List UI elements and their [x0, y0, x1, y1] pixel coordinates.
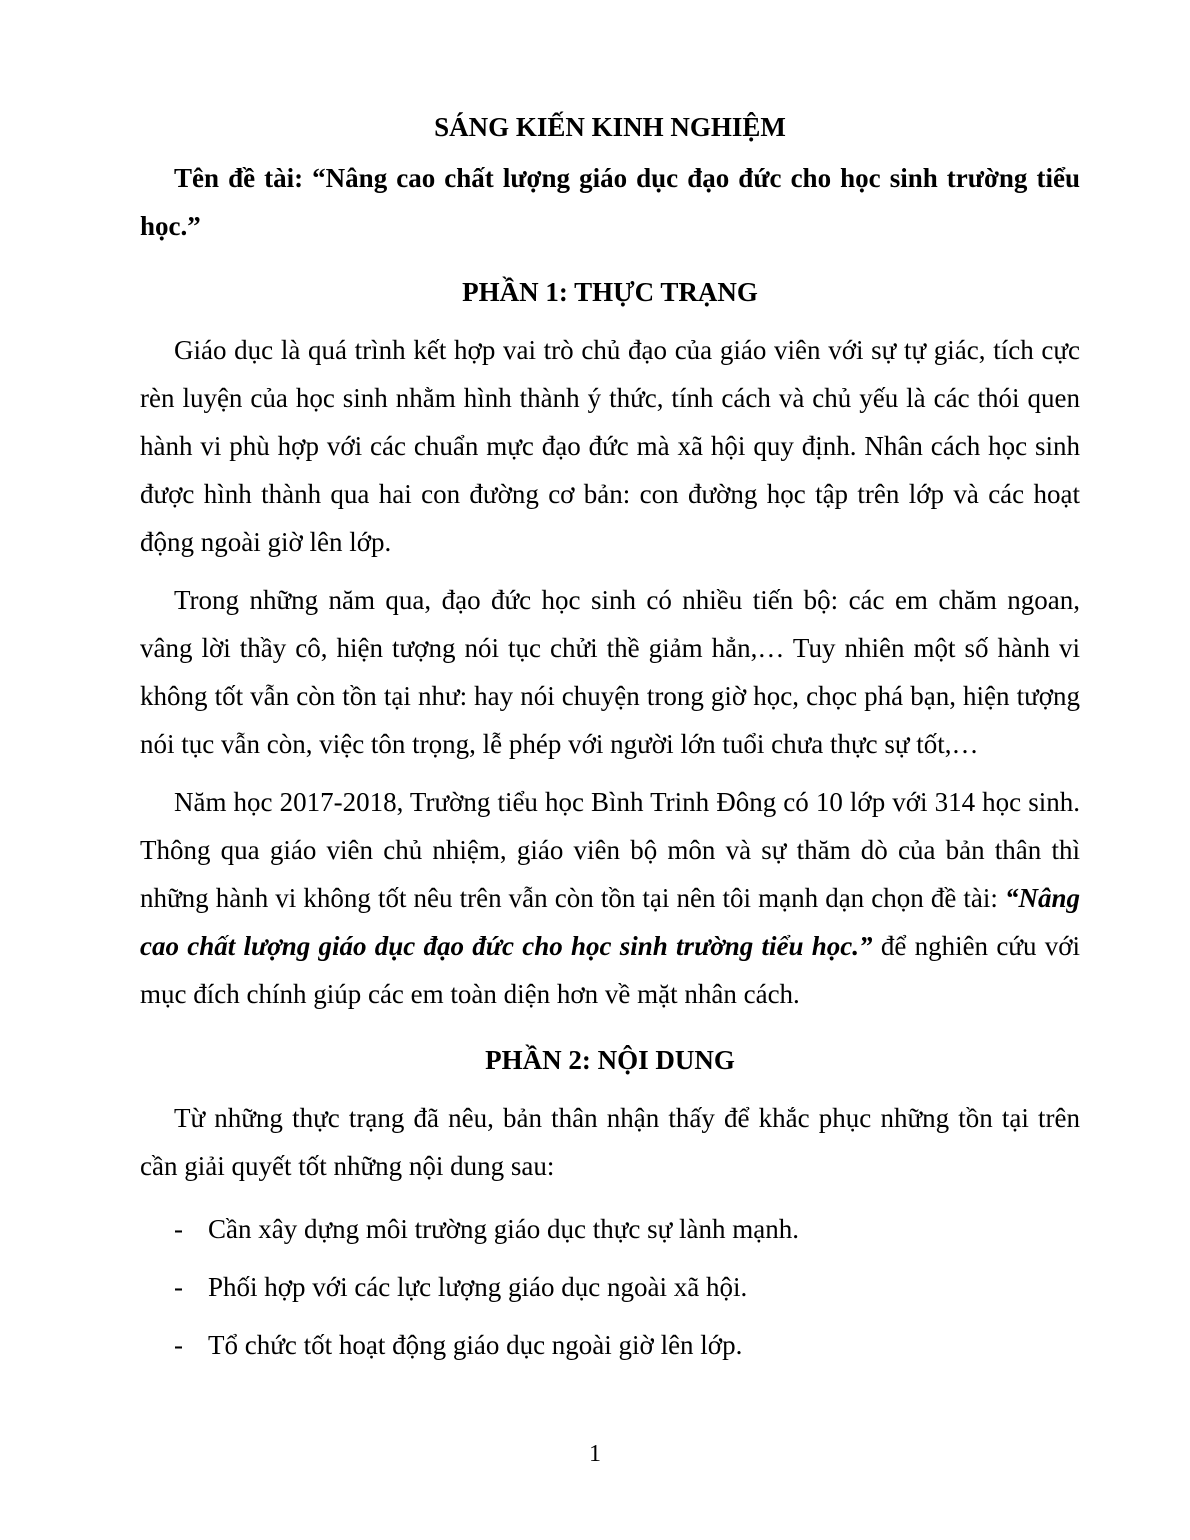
paragraph-3-text-start: Năm học 2017-2018, Trường tiểu học Bình Trinh Đông có 10 lớp với 314 học sinh. Thông qua giáo viên chủ nhiệm, giáo viên bộ môn và sự thăm dò của bản thân thì những hành vi không tốt nêu trên vẫn còn tồn tại nên tôi mạnh dạn chọn đề tài: [140, 787, 1080, 913]
document-title: SÁNG KIẾN KINH NGHIỆM [434, 112, 786, 142]
section-2-intro: Từ những thực trạng đã nêu, bản thân nhận thấy để khắc phục những tồn tại trên cần giải quyết tốt những nội dung sau: [140, 1103, 1080, 1181]
topic-emphasis: “Nâng cao chất lượng giáo dục đạo đức cho học sinh trường tiểu học.” [140, 883, 1080, 961]
section-1-paragraph-2: Trong những năm qua, đạo đức học sinh có nhiều tiến bộ: các em chăm ngoan, vâng lời thầy cô, hiện tượng nói tục chửi thề giảm hẳn,… Tuy nhiên một số hành vi không tốt vẫn còn tồn tại như: hay nói chuyện trong giờ học, chọc phá bạn, hiện tượng nói tục vẫn còn, việc tôn trọng, lễ phép với người lớn tuổi chưa thực sự tốt,… [140, 585, 1080, 759]
section-1-heading: PHẦN 1: THỰC TRẠNG [462, 277, 758, 307]
topic-title: Tên đề tài: “Nâng cao chất lượng giáo dục đạo đức cho học sinh trường tiểu học.” [140, 163, 1080, 241]
dash-bullet: - [174, 1214, 183, 1244]
section-1-paragraph-3 [140, 778, 1080, 1018]
document-page [140, 100, 1080, 1374]
dash-bullet: - [174, 1330, 183, 1360]
list-item-text: Tổ chức tốt hoạt động giáo dục ngoài giờ lên lớp. [208, 1330, 743, 1360]
paragraph-3-text-end: để nghiên cứu với mục đích chính giúp các em toàn diện hơn về mặt nhân cách. [140, 931, 1080, 1009]
page-number: 1 [589, 1441, 601, 1467]
section-1-paragraph-1: Giáo dục là quá trình kết hợp vai trò chủ đạo của giáo viên với sự tự giác, tích cực rèn luyện của học sinh nhằm hình thành ý thức, tính cách và chủ yếu là các thói quen hành vi phù hợp với các chuẩn mực đạo đức mà xã hội quy định. Nhân cách học sinh được hình thành qua hai con đường cơ bản: con đường học tập trên lớp và các hoạt động ngoài giờ lên lớp. [140, 335, 1080, 557]
content-list [140, 1200, 1080, 1374]
list-item-text: Cần xây dựng môi trường giáo dục thực sự lành mạnh. [208, 1214, 799, 1244]
dash-bullet: - [174, 1272, 183, 1302]
list-item [140, 1316, 1080, 1374]
list-item [140, 1200, 1080, 1258]
list-item [140, 1258, 1080, 1316]
list-item-text: Phối hợp với các lực lượng giáo dục ngoài xã hội. [208, 1272, 748, 1302]
section-2-heading: PHẦN 2: NỘI DUNG [485, 1045, 735, 1075]
